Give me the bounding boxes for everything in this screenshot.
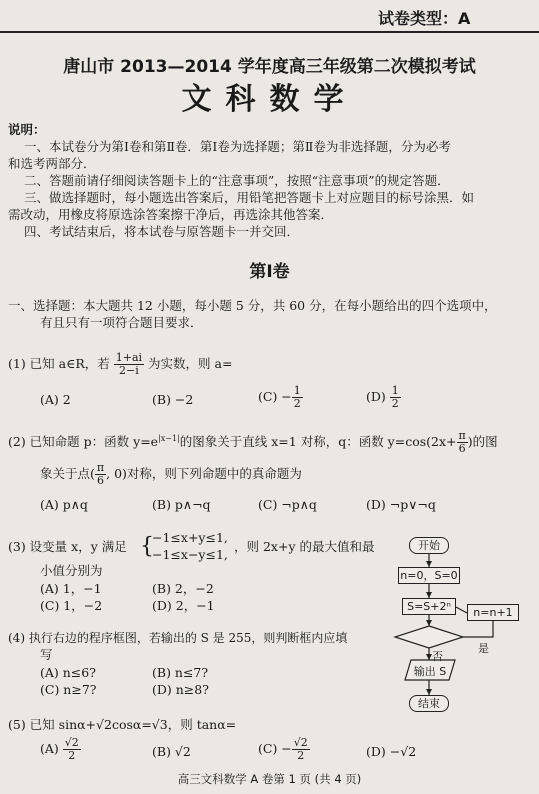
notes-line-5: 需改动，用橡皮将原选涂答案擦干净后，再选涂其他答案．	[8, 207, 334, 222]
notes-line-3: 二、答题前请仔细阅读答题卡上的“注意事项”，按照“注意事项”的规定答题．	[24, 173, 450, 188]
q1-option-d-den: 2	[391, 397, 399, 410]
q2-text-d: 象关于点(	[40, 466, 95, 481]
q1-frac-den: 2−i	[119, 364, 139, 377]
part1-line-1: 一、选择题：本大题共 12 小题，每小题 5 分，共 60 分，在每小题给出的四个选项中，	[8, 298, 497, 313]
flowchart-no-label: 否	[432, 650, 443, 663]
notes-line-2: 和选考两部分．	[8, 156, 96, 171]
exam-title: 唐山市 2013—2014 学年度高三年级第二次模拟考试	[63, 57, 476, 77]
q2-option-c: (C) ¬p∧q	[258, 497, 317, 512]
q2-text-c: )的图	[467, 434, 498, 449]
q5-option-a-label: (A)	[40, 741, 59, 756]
q2-text-e: , 0)对称，则下列命题中的真命题为	[106, 466, 302, 481]
notes-heading: 说明：	[8, 122, 46, 137]
q3-option-b: (B) 2，−2	[152, 581, 214, 596]
q4-option-d: (D) n≥8?	[152, 682, 209, 697]
part1-line-2: 有且只有一项符合题目要求．	[40, 315, 203, 330]
q2-option-a: (A) p∧q	[40, 497, 88, 512]
page-footer: 高三文科数学 A 卷第 1 页 (共 4 页)	[177, 772, 362, 786]
notes-line-6: 四、考试结束后，将本试卷与原答题卡一并交回．	[24, 224, 300, 239]
q3-condition-1: −1≤x+y≤1,	[152, 530, 228, 545]
q1-frac-num: 1+ai	[115, 351, 143, 364]
q2-option-b: (B) p∧¬q	[152, 497, 211, 512]
q5-option-a-den: 2	[68, 749, 76, 762]
flowchart-yes-label: 是	[478, 642, 489, 655]
flowchart-start: 开始	[409, 537, 449, 554]
q4-option-c: (C) n≥7?	[40, 682, 97, 697]
q2-text-a: (2) 已知命题 p：函数 y=e	[8, 434, 159, 449]
q1-option-b: (B) −2	[152, 392, 194, 407]
subject-title: 文科数学	[181, 82, 358, 117]
question-3-stem: (3) 设变量 x，y 满足	[8, 539, 127, 554]
q3-brace: {	[140, 534, 154, 559]
flowchart-output: 输出 S	[413, 665, 447, 678]
flowchart-init: n=0，S=0	[398, 567, 460, 584]
q5-option-c-num: √2	[293, 736, 308, 749]
q1-option-d-label: (D)	[366, 389, 386, 404]
q1-option-d-num: 1	[391, 384, 399, 397]
q1-option-a: (A) 2	[40, 392, 71, 407]
flowchart-end: 结束	[409, 695, 449, 712]
flowchart-update-s: S=S+2ⁿ	[402, 598, 456, 615]
q3-option-a: (A) 1，−1	[40, 581, 102, 596]
q3-condition-2: −1≤x−y≤1,	[152, 547, 228, 562]
q1-option-c-den: 2	[293, 397, 301, 410]
question-4-line-1: (4) 执行右边的程序框图，若输出的 S 是 255，则判断框内应填	[8, 631, 348, 645]
q3-stem-line-2: 小值分别为	[40, 563, 103, 578]
question-4-line-2: 写	[40, 647, 53, 662]
q1-option-c-num: 1	[293, 384, 301, 397]
q5-option-c-den: 2	[297, 749, 305, 762]
q5-option-c-label: (C) −	[258, 741, 292, 756]
q2-frac1-num: π	[458, 429, 466, 442]
q5-option-a-num: √2	[64, 736, 79, 749]
q2-option-d: (D) ¬p∨¬q	[366, 497, 436, 512]
q2-text-b: 的图象关于直线 x=1 对称，q：函数 y=cos(2x+	[179, 434, 457, 449]
q3-option-c: (C) 1，−2	[40, 598, 103, 613]
paper-type: 试卷类型：A	[378, 9, 471, 28]
q1-stem-post: 为实数，则 a=	[148, 356, 233, 371]
notes-line-4: 三、做选择题时，每小题选出答案后，用铅笔把答题卡上对应题目的标号涂黑．如	[24, 190, 475, 205]
q2-frac1-den: 6	[458, 442, 466, 455]
q5-option-d: (D) −√2	[366, 744, 417, 759]
q3-stem-post: ，则 2x+y 的最大值和最	[234, 539, 375, 554]
q2-frac2-num: π	[96, 461, 105, 474]
q1-stem-pre: (1) 已知 a∈R，若	[8, 356, 110, 371]
flowchart-update-n: n=n+1	[467, 604, 519, 621]
q3-option-d: (D) 2，−1	[152, 598, 215, 613]
flowchart-decision	[395, 626, 463, 648]
notes-line-1: 一、本试卷分为第Ⅰ卷和第Ⅱ卷．第Ⅰ卷为选择题；第Ⅱ卷为非选择题，分为必考	[24, 139, 451, 154]
question-5-stem: (5) 已知 sinα+√2cosα=√3，则 tanα=	[8, 717, 237, 732]
q2-exponent: |x−1|	[158, 433, 180, 443]
q4-option-b: (B) n≤7?	[152, 665, 209, 680]
section-title: 第Ⅰ卷	[249, 262, 290, 282]
q5-option-b: (B) √2	[152, 744, 191, 759]
q2-frac2-den: 6	[97, 474, 104, 487]
q1-option-c-label: (C) −	[258, 389, 292, 404]
q4-option-a: (A) n≤6?	[40, 665, 96, 680]
